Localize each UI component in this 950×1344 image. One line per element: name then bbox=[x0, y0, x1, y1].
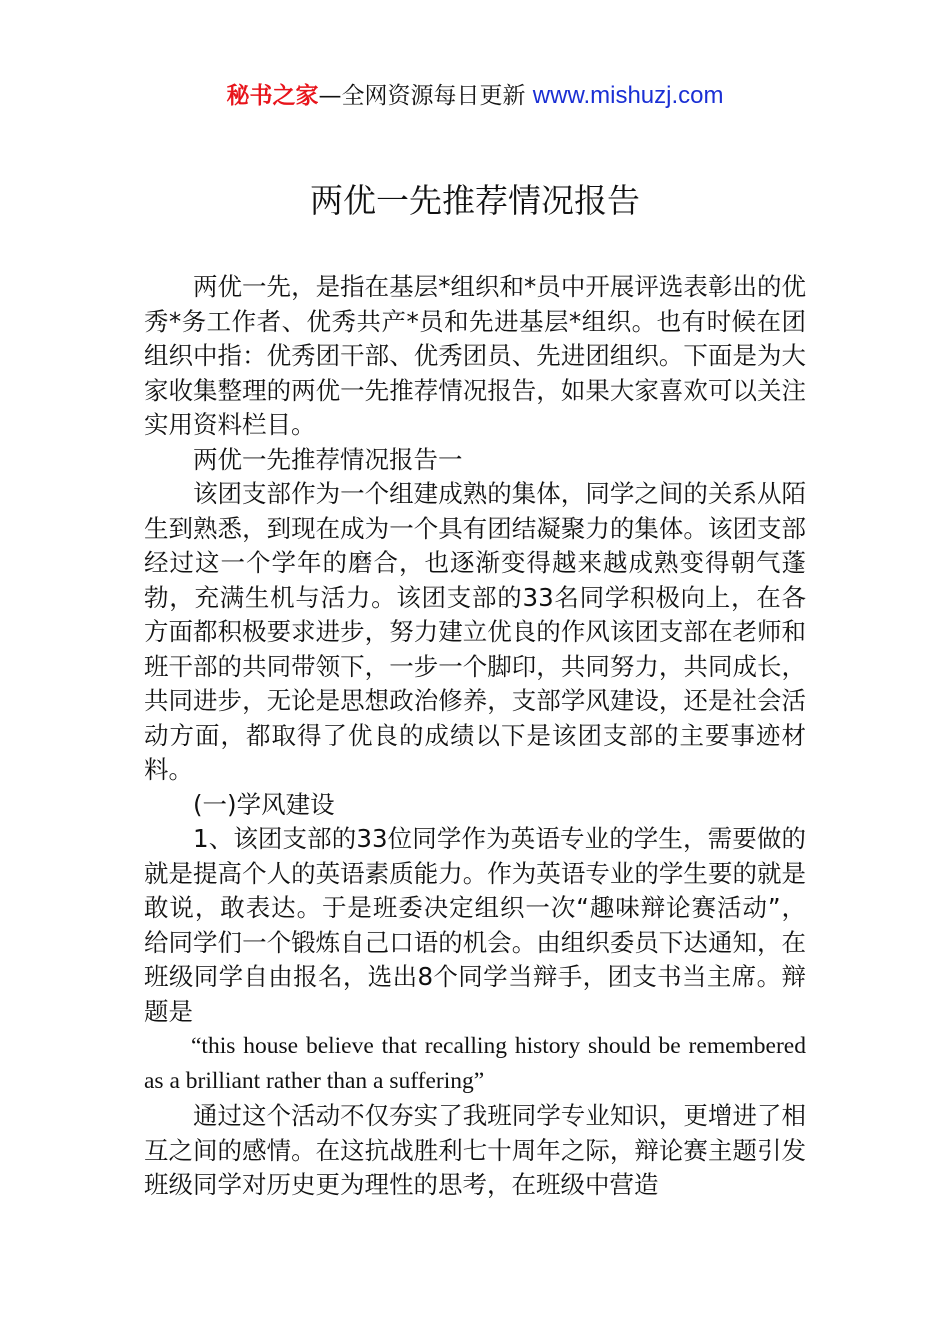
section-heading: 两优一先推荐情况报告一 bbox=[193, 444, 463, 474]
body-paragraph: 1、该团支部的33位同学作为英语专业的学生，需要做的就是提高个人的英语素质能力。作为英语专业的学生要的就是敢说，敢表达。于是班委决定组织一次“趣味辩论赛活动”，给同学们一个锻炼自己口语的机会。由组织委员下达通知，在班级同学自由报名，选出8个同学当辩手，团支书当主席。辩题是 bbox=[144, 824, 806, 1026]
intro-paragraph: 两优一先，是指在基层*组织和*员中开展评选表彰出的优秀*务工作者、优秀共产*员和先进基层*组织。也有时候在团组织中指：优秀团干部、优秀团员、先进团组织。下面是为大家收集整理的两优一先推荐情况报告，如果大家喜欢可以关注实用资料栏目。 bbox=[144, 272, 806, 439]
debate-topic-quote: “this house believe that recalling history should be remembered as a brilliant rather than a suffering” bbox=[144, 1033, 806, 1094]
brand-name: 秘书之家 bbox=[226, 83, 319, 109]
site-header bbox=[0, 80, 950, 112]
document-body bbox=[144, 270, 806, 1203]
site-url-link[interactable]: www.mishuzj.com bbox=[532, 82, 724, 109]
document-title: 两优一先推荐情况报告 bbox=[310, 181, 640, 220]
body-paragraph: 该团支部作为一个组建成熟的集体，同学之间的关系从陌生到熟悉，到现在成为一个具有团结凝聚力的集体。该团支部经过这一个学年的磨合，也逐渐变得越来越成熟变得朝气蓬勃，充满生机与活力。该团支部的33名同学积极向上，在各方面都积极要求进步，努力建立优良的作风该团支部在老师和班干部的共同带领下，一步一个脚印，共同努力，共同成长，共同进步，无论是思想政治修养，支部学风建设，还是社会活动方面，都取得了优良的成绩以下是该团支部的主要事迹材料。 bbox=[144, 479, 806, 784]
subsection-heading: (一)学风建设 bbox=[193, 789, 335, 819]
header-tagline: —全网资源每日更新 bbox=[318, 83, 533, 109]
body-paragraph: 通过这个活动不仅夯实了我班同学专业知识，更增进了相互之间的感情。在这抗战胜利七十周年之际，辩论赛主题引发班级同学对历史更为理性的思考，在班级中营造 bbox=[144, 1101, 806, 1199]
